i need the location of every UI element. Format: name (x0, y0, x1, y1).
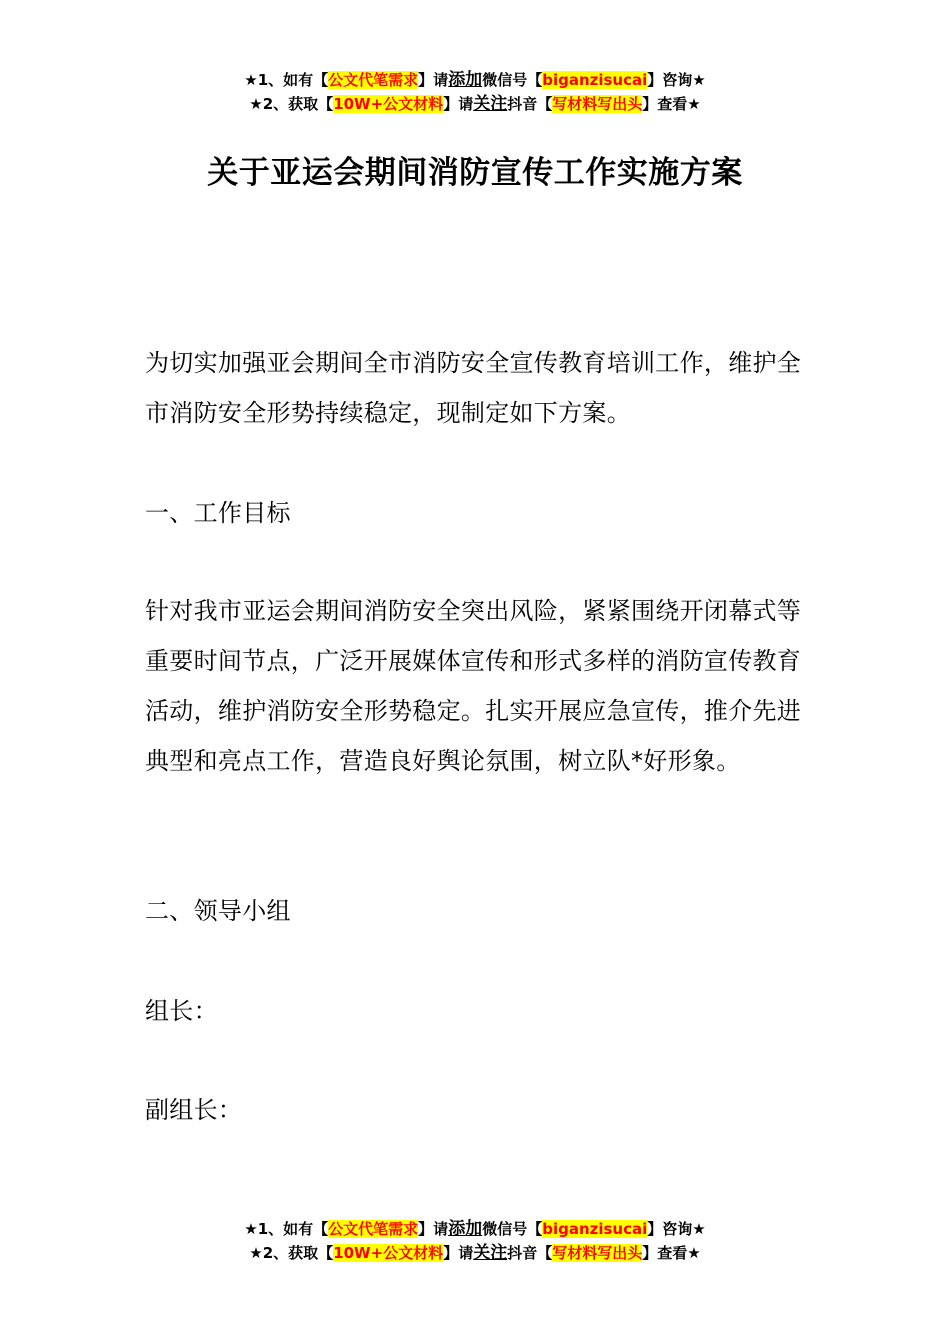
banner-text: ★2、获取【 (249, 95, 334, 113)
banner-text: 】咨询★ (647, 71, 706, 89)
emphasis-add: 添加 (448, 1219, 483, 1239)
banner-text: 】查看★ (642, 95, 701, 113)
top-banner (0, 68, 950, 116)
banner-line-2 (0, 1241, 950, 1265)
leader-line (145, 986, 810, 1036)
banner-text: 】请 (443, 1244, 474, 1262)
banner-text: 】请 (418, 1220, 449, 1238)
intro-text: 为切实加强亚会期间全市消防安全宣传教育培训工作，维护全市消防安全形势持续稳定，现制定如下方案。 (145, 349, 802, 427)
banner-text: 微信号【 (482, 71, 543, 89)
highlight-douyin: 写材料写出头 (552, 95, 643, 113)
highlight-demand: 公文代笔需求 (328, 1220, 419, 1238)
banner-line-2 (0, 92, 950, 116)
section2-heading (145, 886, 810, 936)
deputy-leader-label: 副组长： (145, 1096, 243, 1124)
banner-text: 】查看★ (642, 1244, 701, 1262)
banner-text: 】咨询★ (647, 1220, 706, 1238)
intro-paragraph (145, 338, 810, 438)
banner-text: ★1、如有【 (244, 1220, 329, 1238)
section-heading: 一、工作目标 (145, 499, 291, 527)
banner-text: ★1、如有【 (244, 71, 329, 89)
banner-text: ★2、获取【 (249, 1244, 334, 1262)
banner-line-1 (0, 1217, 950, 1241)
highlight-material: 10W+公文材料 (333, 1244, 444, 1262)
emphasis-add: 添加 (448, 70, 483, 90)
highlight-douyin: 写材料写出头 (552, 1244, 643, 1262)
highlight-material: 10W+公文材料 (333, 95, 444, 113)
deputy-leader-line (145, 1085, 810, 1135)
emphasis-follow: 关注 (473, 1243, 508, 1263)
highlight-wechat-id: biganzisucai (542, 71, 648, 89)
section1-body (145, 586, 810, 786)
section1-heading (145, 488, 810, 538)
leader-label: 组长： (145, 997, 218, 1025)
highlight-demand: 公文代笔需求 (328, 71, 419, 89)
banner-text: 抖音【 (507, 95, 553, 113)
section-heading: 二、领导小组 (145, 897, 291, 925)
banner-text: 】请 (418, 71, 449, 89)
section-text: 针对我市亚运会期间消防安全突出风险，紧紧围绕开闭幕式等重要时间节点，广泛开展媒体宣传和形式多样的消防宣传教育活动，维护消防安全形势稳定。扎实开展应急宣传，推介先进典型和亮点工作，营造良好舆论氛围，树立队*好形象。 (145, 597, 802, 775)
emphasis-follow: 关注 (473, 94, 508, 114)
banner-text: 抖音【 (507, 1244, 553, 1262)
banner-line-1 (0, 68, 950, 92)
highlight-wechat-id: biganzisucai (542, 1220, 648, 1238)
bottom-banner (0, 1217, 950, 1265)
document-title: 关于亚运会期间消防宣传工作实施方案 (207, 155, 743, 191)
banner-text: 】请 (443, 95, 474, 113)
banner-text: 微信号【 (482, 1220, 543, 1238)
